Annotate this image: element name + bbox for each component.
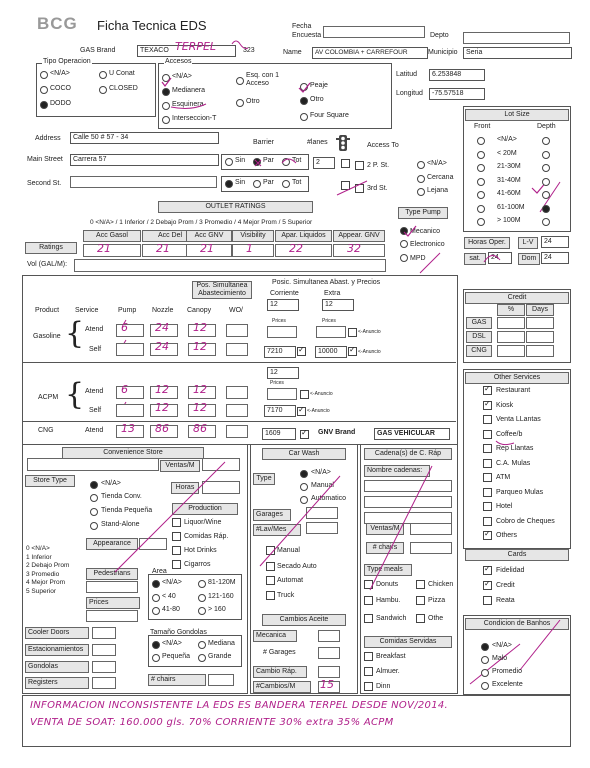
meal-hambu-label: Hambu.	[376, 597, 401, 604]
store-pequena-label: Tienda Pequeña	[101, 507, 153, 514]
address-value: Calle 50 # 57 - 34	[73, 134, 129, 141]
notes-line2: VENTA DE SOAT: 160.000 gls. 70% CORRIENTE 30% extra 35% ACPM	[30, 717, 394, 728]
outlet-scale: 0 <N/A> / 1 Inferior / 2 Debajo Prom / 3 Promedio / 4 Mejor Prom / 5 Superior	[90, 219, 313, 226]
main-street-value: Carrera 57	[73, 156, 107, 163]
conv-ventas-label: Ventas/M	[160, 460, 200, 472]
acpm-anuncio2-label: <-Anuncio	[307, 408, 330, 414]
card-check-1[interactable]	[483, 581, 492, 590]
accesos-esq-acceso-label: Esq. con 1 Acceso	[246, 72, 280, 87]
tipo-operacion-title: Tipo Operacion	[43, 58, 91, 65]
tamano-grande-label: Grande	[208, 653, 232, 660]
municipio-label: Municipio	[428, 49, 458, 56]
banos-radio-0[interactable]	[481, 643, 489, 651]
cng-wo-0[interactable]	[226, 425, 248, 438]
prod-hotdrinks-label: Hot Drinks	[184, 547, 217, 554]
gas-wo-0[interactable]	[226, 324, 248, 337]
extra-value: 12	[325, 301, 333, 308]
meal-sandwich-label: Sandwich	[376, 615, 407, 622]
card-label-0: Fidelidad	[496, 567, 525, 574]
barrier2-sin-label: Sin	[235, 179, 246, 186]
meal-donuts-label: Donuts	[376, 581, 399, 588]
type-meals-label: Type meals	[364, 564, 412, 576]
service-check-8[interactable]	[483, 502, 492, 511]
acpm-hand-0-0: 6	[121, 383, 128, 396]
estacionamientos-label: Estacionamientos	[25, 644, 89, 656]
acpm-self-label: Self	[89, 407, 102, 414]
credit-days-header: Days	[526, 304, 554, 316]
lanes-title: #lanes	[307, 139, 328, 146]
barrier1-par-label: Par	[263, 157, 274, 164]
conv-store-type-label: Store Type	[25, 475, 75, 487]
conv-scale-item-2: 2 Debajo Prom	[26, 562, 70, 569]
second-st-label: Second St.	[27, 180, 62, 187]
type-pump-button[interactable]: Type Pump	[398, 207, 448, 219]
banos-label-2: Promedio	[492, 668, 522, 675]
access-na-label: <N/A>	[427, 160, 447, 167]
tamano-label: Tamaño Gondolas	[150, 629, 207, 636]
outlet-col-header-2: Acc GNV	[186, 230, 232, 242]
service-label-3: Coffee/b	[496, 430, 523, 438]
longitud-label: Longitud	[396, 90, 423, 97]
lot-depth-radio-1[interactable]	[542, 151, 550, 159]
area-4180-label: 41-80	[162, 606, 180, 613]
lot-front-radio-6[interactable]	[477, 218, 485, 226]
gas-price1-value: 7210	[267, 348, 283, 355]
gas-prices-label: Prices	[272, 318, 286, 324]
outlet-rating-hand-3: 1	[246, 242, 253, 255]
banos-radio-1[interactable]	[481, 656, 489, 664]
service-check-1[interactable]	[483, 401, 492, 410]
page-title: Ficha Tecnica EDS	[97, 18, 207, 33]
service-check-5[interactable]	[483, 459, 492, 468]
pos-simultanea-label: Pos. Simultanea Abastecimiento	[192, 281, 252, 299]
lot-front-radio-2[interactable]	[477, 164, 485, 172]
area-na-label: <N/A>	[162, 579, 182, 586]
registers-label: Registers	[25, 677, 89, 689]
lot-front-radio-3[interactable]	[477, 178, 485, 186]
acpm-wo-1[interactable]	[226, 404, 248, 417]
lot-option-label-6: > 100M	[497, 217, 521, 224]
service-check-3[interactable]	[483, 430, 492, 439]
accesos-title: Accesos	[165, 58, 192, 65]
fuel-header-0: Product	[35, 307, 60, 314]
ratings-label: Ratings	[25, 242, 77, 254]
lot-size-title: Lot Size	[465, 109, 569, 121]
lot-depth-radio-5[interactable]	[542, 205, 550, 213]
credit-pct-field-2[interactable]	[497, 345, 525, 357]
lot-depth-radio-2[interactable]	[542, 164, 550, 172]
acpm-wo-0[interactable]	[226, 386, 248, 399]
gasoline-brace: {	[65, 316, 85, 351]
fuel-header-5: WO/	[229, 307, 243, 314]
cng-price-value: 1609	[265, 430, 281, 437]
convenience-title: Convenience Store	[62, 447, 204, 459]
service-label-8: Hotel	[496, 503, 513, 510]
dom-value: 24	[544, 254, 552, 261]
prod-comidas-label: Comidas Ráp.	[184, 533, 229, 540]
banos-radio-2[interactable]	[481, 669, 489, 677]
outlet-col-header-3: Visibility	[232, 230, 274, 242]
accesos-interseccion-label: Interseccion-T	[172, 115, 217, 122]
prod-liquor-label: Liquor/Wine	[184, 519, 222, 526]
cards-title: Cards	[465, 549, 569, 561]
tipo-op-dodo-label: DODO	[50, 100, 71, 107]
conv-scale-item-4: 4 Mejor Prom	[26, 579, 66, 586]
outlet-rating-field-3[interactable]	[232, 244, 274, 257]
gas-price2-value: 10000	[318, 348, 338, 355]
notes-line1: INFORMACION INCONSISTENTE LA EDS ES BANDERA TERPEL DESDE NOV/2014.	[30, 700, 449, 711]
carwash-manual-label: Manual	[311, 482, 334, 489]
gas-brand-handwritten: TERPEL	[175, 40, 217, 53]
gas-hand-0-1: 24	[155, 321, 169, 334]
conv-scale-item-5: 5 Superior	[26, 587, 56, 595]
carwash-truck-label: Truck	[277, 592, 295, 599]
banos-label-0: <N/A>	[492, 642, 512, 649]
fuel-header-2: Pump	[118, 307, 137, 314]
car-wash-title: Car Wash	[262, 448, 346, 460]
dom-label: Dom	[518, 253, 540, 265]
acpm-anuncio-label: <-Anuncio	[310, 391, 333, 397]
lot-option-label-1: < 20M	[497, 149, 517, 157]
lot-option-label-0: <N/A>	[497, 136, 517, 143]
service-label-7: Parqueo Mulas	[496, 488, 544, 496]
sat-value: 24	[491, 254, 499, 261]
cadena-chairs-label: # chairs	[366, 542, 404, 554]
service-label-5: C.A. Mulas	[496, 459, 531, 467]
cng-hand-0-2: 86	[193, 422, 207, 435]
posic-simultanea-label: Posic. Simultanea Abast. y Precios	[272, 279, 381, 286]
extra-label: Extra	[324, 290, 341, 297]
service-label-2: Venta LLantas	[496, 416, 541, 423]
comida-almuer-label: Almuer.	[376, 668, 400, 675]
meal-pizza-label: Pizza	[428, 597, 446, 604]
credit-pct-field-0[interactable]	[497, 317, 525, 329]
lot-front-radio-4[interactable]	[477, 191, 485, 199]
carwash-automat-label: Automat	[277, 577, 304, 584]
depto-label: Depto	[430, 32, 449, 39]
cadena-title: Cadena(s) de C. Ráp	[364, 448, 452, 460]
fecha-label: Fecha Encuesta	[292, 23, 322, 39]
acpm-hand-0-2: 12	[193, 383, 207, 396]
service-check-6[interactable]	[483, 473, 492, 482]
pedestrians-label: Pedestrians	[86, 568, 138, 580]
service-label-9: Cobro de Cheques	[496, 517, 555, 525]
prod-cigarros-label: Cigarros	[184, 561, 211, 568]
acpm-cell-1-0[interactable]	[116, 404, 144, 417]
tamano-pequena-label: Pequeña	[162, 653, 191, 660]
fuel-header-1: Service	[75, 307, 99, 314]
carwash-secado-label: Secado Auto	[277, 563, 317, 570]
accesos-peaje-label: Peaje	[310, 82, 328, 89]
pump-mpd-label: MPD	[410, 255, 426, 262]
banos-label-3: Excelente	[492, 681, 523, 688]
credit-pct-header: %	[497, 304, 525, 316]
banos-radio-3[interactable]	[481, 682, 489, 690]
barrier1-tot-label: Tot	[292, 157, 302, 164]
gnv-brand-value: GAS VEHICULAR	[377, 430, 435, 437]
barrier-title: Barrier	[253, 139, 275, 146]
lot-depth-label: Depth	[537, 123, 556, 130]
card-check-2[interactable]	[483, 596, 492, 605]
service-label-4: Rep Llantas	[496, 445, 534, 452]
n-garages-label: # Garages	[263, 649, 296, 656]
service-label-6: ATM	[496, 474, 511, 481]
pump-electronico-label: Electronico	[410, 241, 445, 248]
n-cambios-handwritten: 15	[320, 678, 334, 691]
address-label: Address	[35, 135, 61, 142]
acpm-pos-value: 12	[270, 369, 278, 376]
lot-option-label-5: 61-100M	[497, 203, 525, 211]
banos-title: Condicion de Banhos	[465, 618, 569, 630]
access-2pst-label: 2 P. St.	[367, 162, 390, 169]
service-label-10: Others	[496, 532, 518, 539]
access-to-title: Access To	[367, 142, 399, 149]
acpm-hand-1-2: 12	[193, 401, 207, 414]
service-check-10[interactable]	[483, 531, 492, 540]
fuel-header-4: Canopy	[187, 307, 212, 314]
lot-depth-radio-6[interactable]	[542, 218, 550, 226]
access-lejana-label: Lejana	[427, 187, 449, 194]
appearance-label: Appearance	[86, 538, 138, 550]
gas-wo-1[interactable]	[226, 343, 248, 356]
lot-front-radio-1[interactable]	[477, 151, 485, 159]
lot-front-radio-5[interactable]	[477, 205, 485, 213]
acpm-hand-1-1: 12	[155, 401, 169, 414]
gas-brand-label: GAS Brand	[80, 47, 116, 54]
conv-chairs-label: # chairs	[148, 674, 206, 686]
gas-atend-label: Atend	[85, 326, 104, 333]
gas-cell-1-0[interactable]	[116, 343, 144, 356]
accesos-foursquare-label: Four Square	[310, 112, 349, 119]
gas-brand-num: 323	[243, 47, 255, 54]
fuel-header-3: Nozzle	[152, 307, 174, 314]
store-standalone-label: Stand-Alone	[101, 521, 140, 528]
nombre-cadenas-label: Nombre cadenas:	[364, 465, 430, 477]
lot-depth-radio-0[interactable]	[542, 137, 550, 145]
lot-option-label-4: 41-60M	[497, 190, 521, 197]
accesos-na-label: <N/A>	[172, 73, 192, 80]
outlet-rating-hand-1: 21	[156, 242, 170, 255]
lot-front-label: Front	[474, 123, 491, 130]
accesos-otro-label: Otro	[246, 98, 260, 105]
tamano-mediana-label: Mediana	[208, 640, 235, 647]
n-cambios-label: #Cambios/M	[253, 681, 311, 693]
conv-scale-item-1: 1 Inferior	[26, 553, 52, 561]
car-wash-type-label: Type	[253, 473, 275, 485]
area-label: Area	[152, 568, 167, 575]
service-check-7[interactable]	[483, 488, 492, 497]
main-street-label: Main Street	[27, 156, 63, 163]
accesos-medianera-label: Medianera	[172, 87, 206, 94]
outlet-col-header-4: Apar. Liquidos	[275, 230, 332, 242]
sat-label: sat.	[464, 253, 486, 265]
lot-option-label-3: 31-40M	[497, 176, 521, 184]
access-3rdst-label: 3rd St.	[367, 185, 388, 192]
acpm-brace: {	[65, 377, 85, 412]
accesos-otro2-label: Otro	[310, 96, 324, 103]
outlet-rating-field-4[interactable]	[275, 244, 332, 257]
name-value: AV COLOMBIA + CARREFOUR	[315, 49, 408, 56]
outlet-rating-hand-4: 22	[289, 242, 303, 255]
conv-scale-item-0: 0 <N/A>	[26, 545, 50, 552]
acpm-price-value: 7170	[267, 407, 283, 414]
credit-row-label-2: CNG	[466, 345, 492, 357]
card-label-1: Credit	[496, 582, 515, 589]
credit-pct-field-1[interactable]	[497, 331, 525, 343]
lv-value: 24	[544, 238, 552, 245]
service-check-4[interactable]	[483, 444, 492, 453]
banos-label-1: Malo	[492, 655, 508, 662]
card-check-0[interactable]	[483, 566, 492, 575]
carwash-auto-label: Automatico	[311, 495, 347, 502]
gas-hand-1-1: 24	[155, 340, 169, 353]
lot-depth-radio-4[interactable]	[542, 191, 550, 199]
conv-horas-label: Horas	[171, 482, 199, 494]
outlet-rating-hand-2: 21	[200, 242, 214, 255]
tipo-op-coco-label: COCO	[50, 85, 71, 92]
meal-chicken-label: Chicken	[428, 581, 454, 588]
cng-hand-0-0: 13	[121, 422, 135, 435]
lot-option-label-2: 21-30M	[497, 163, 521, 170]
access-cercana-label: Cercana	[427, 174, 454, 181]
acpm-hand-0-1: 12	[155, 383, 169, 396]
carwash-na-label: <N/A>	[311, 469, 331, 476]
pump-mecanico-label: Mecanico	[410, 228, 440, 235]
latitud-label: Latitud	[396, 71, 418, 78]
gas-hand-0-2: 12	[193, 321, 207, 334]
gas-anuncio-label: <-Anuncio	[358, 329, 381, 335]
service-check-2[interactable]	[483, 415, 492, 424]
accesos-esquinera-label: Esquinera	[172, 101, 204, 108]
gas-prices-label2: Prices	[322, 318, 336, 324]
outlet-ratings-title: OUTLET RATINGS	[158, 201, 313, 213]
gas-brand-value: TEXACO	[140, 47, 169, 54]
area-121-label: 121-160	[208, 593, 234, 600]
comidas-servidas-title: Comidas Servidas	[364, 636, 452, 648]
name-label: Name	[283, 49, 302, 56]
credit-row-label-0: GAS	[466, 317, 492, 329]
credit-row-label-1: DSL	[466, 331, 492, 343]
corriente-label: Corriente	[270, 290, 299, 297]
cambio-rap-label: Cambio Ráp.	[253, 666, 307, 678]
outlet-rating-hand-5: 32	[347, 242, 361, 255]
cambios-aceite-title: Cambios Aceite	[262, 614, 346, 626]
gas-hand-0-0: 6	[121, 321, 128, 334]
outlet-rating-hand-0: 21	[97, 242, 111, 255]
store-na-label: <N/A>	[101, 480, 121, 487]
tipo-op-uconat-label: U Conat	[109, 70, 135, 77]
barrier1-sin-label: Sin	[235, 157, 246, 164]
gas-anuncio2-label: <-Anuncio	[358, 349, 381, 355]
area-40-label: < 40	[162, 593, 176, 600]
store-conv-label: Tienda Conv.	[101, 493, 142, 500]
credit-title: Credit	[465, 292, 569, 304]
garages-label: Garages	[253, 509, 291, 521]
cng-hand-0-1: 86	[155, 422, 169, 435]
conv-scale-item-3: 3 Promedio	[26, 570, 60, 578]
credit-days-field-0[interactable]	[526, 317, 554, 329]
outlet-col-header-0: Acc Gasol	[83, 230, 141, 242]
credit-days-field-2[interactable]	[526, 345, 554, 357]
credit-days-field-1[interactable]	[526, 331, 554, 343]
conv-prices-label: Prices	[86, 597, 140, 609]
cadena-ventas-label: Ventas/M	[366, 523, 404, 535]
meal-othe-label: Othe	[428, 615, 444, 622]
service-label-1: Kiosk	[496, 401, 514, 409]
acpm-label: ACPM	[38, 394, 59, 401]
gas-hand-1-2: 12	[193, 340, 207, 353]
logo: BCG	[37, 14, 78, 33]
area-81-label: 81-120M	[208, 579, 236, 586]
tipo-op-closed-label: CLOSED	[109, 85, 138, 92]
outlet-col-header-1: Acc Del	[142, 230, 198, 242]
lanes-value: 2	[316, 159, 320, 166]
tamano-na-label: <N/A>	[162, 640, 182, 647]
cng-label: CNG	[38, 427, 54, 434]
lot-depth-radio-3[interactable]	[542, 178, 550, 186]
production-title: Production	[172, 503, 238, 515]
outlet-rating-field-0[interactable]	[83, 244, 141, 257]
gnv-brand-label: GNV Brand	[318, 429, 356, 436]
tipo-op-na-label: <N/A>	[50, 70, 70, 77]
service-label-0: Restaurant	[496, 387, 531, 394]
barrier2-tot-label: Tot	[292, 179, 302, 186]
cooler-doors-label: Cooler Doors	[25, 627, 89, 639]
other-services-title: Other Services	[465, 372, 569, 384]
latitud-value: 6.253848	[432, 71, 462, 78]
lot-front-radio-0[interactable]	[477, 137, 485, 145]
gas-self-label: Self	[89, 346, 102, 353]
service-check-0[interactable]	[483, 386, 492, 395]
comida-breakfast-label: Breakfast	[376, 653, 406, 660]
service-check-9[interactable]	[483, 517, 492, 526]
area-160-label: > 160	[208, 606, 226, 613]
gasoline-label: Gasoline	[33, 333, 61, 340]
gondolas-label: Gondolas	[25, 661, 89, 673]
cng-atend-label: Atend	[85, 427, 104, 434]
lv-label: L-V	[518, 237, 538, 249]
outlet-col-header-5: Appear. GNV	[333, 230, 385, 242]
municipio-value: Seria	[466, 49, 483, 56]
lav-mes-label: #Lav/Mes	[253, 524, 301, 536]
longitud-value: -75.57518	[432, 90, 464, 97]
horas-oper-label: Horas Oper.	[464, 237, 510, 249]
corriente-value: 12	[270, 301, 278, 308]
mecanica-label: Mecanica	[253, 630, 297, 642]
acpm-prices-label: Prices	[270, 380, 284, 386]
barrier2-par-label: Par	[263, 179, 274, 186]
comida-dinn-label: Dinn	[376, 683, 391, 690]
card-label-2: Reata	[496, 597, 515, 604]
vol-label: Vol (GAL/M):	[27, 261, 68, 268]
acpm-atend-label: Atend	[85, 388, 104, 395]
carwash-manual2-label: Manual	[277, 547, 300, 554]
